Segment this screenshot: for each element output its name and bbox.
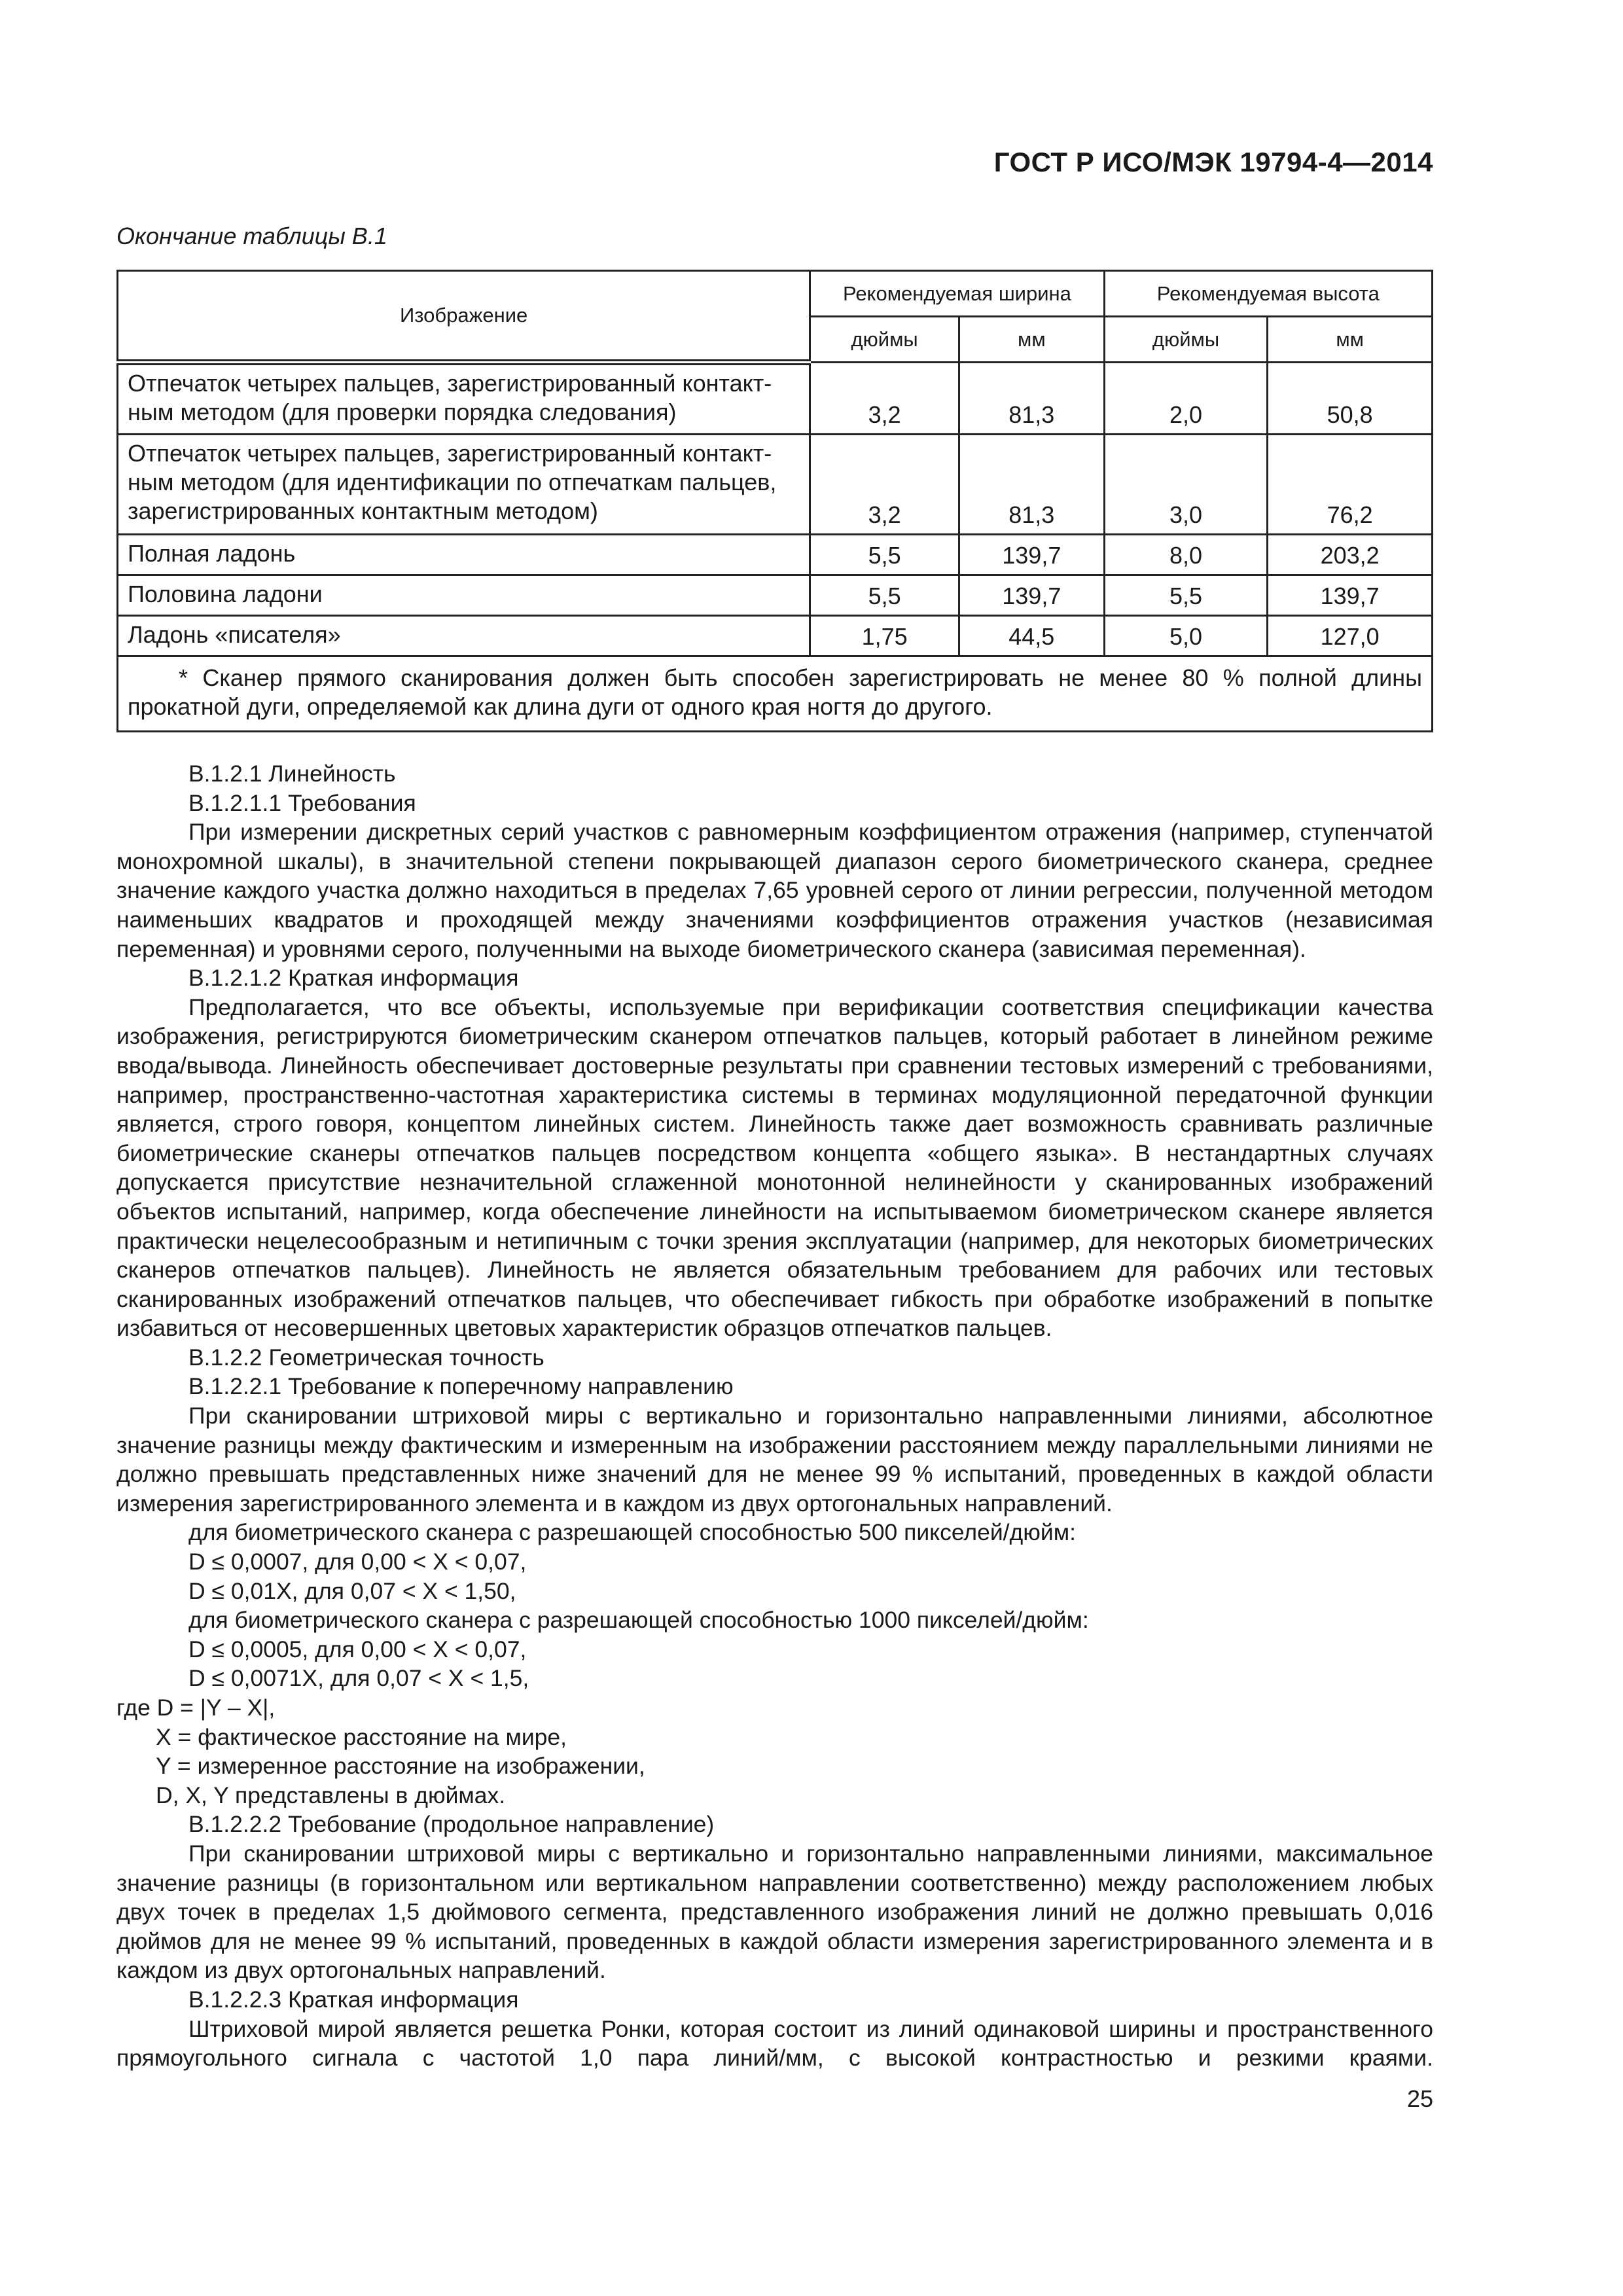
section-heading: В.1.2.1.1 Требования <box>188 789 416 816</box>
cell-width-mm: 139,7 <box>959 535 1104 575</box>
table-row <box>118 535 1433 575</box>
table-footnote <box>118 656 1433 732</box>
cell-height-mm: 127,0 <box>1268 616 1433 656</box>
table-footnote-row <box>118 656 1433 732</box>
formula-definition: Y = измеренное расстояние на изображении, <box>156 1753 645 1780</box>
cell-width-inches: 5,5 <box>810 575 959 616</box>
cell-height-inches: 3,0 <box>1104 435 1268 535</box>
formula-definition: X = фактическое расстояние на мире, <box>156 1723 567 1750</box>
footnote-text: * Сканер прямого сканирования должен быть способен зарегистрировать не менее 80 % полной длины прокатной дуги, определяемой как длина дуги от одного края ногтя до другого. <box>128 664 1422 720</box>
table-row <box>118 363 1433 435</box>
cell-height-inches: 5,0 <box>1104 616 1268 656</box>
formula-definition: D, X, Y представлены в дюймах. <box>156 1782 506 1808</box>
section-heading: В.1.2.1.2 Краткая информация <box>188 965 519 992</box>
paragraph: Предполагается, что все объекты, используемые при верификации соответствия спецификации качества изображения, регистрируются биометрическим сканером отпечатков пальцев, который работает в линейном режиме ввода/вывода. Линейность обеспечивает достоверные результаты при сравнении тестовых измерений с требованиями, например, пространственно-частотная характеристика системы в терминах модуляционной передаточной функции является, строго говоря, концептом линейных систем. Линейность также дает возможность сравнивать различные биометрические сканеры отпечатков пальцев посредством концепта «общего языка». В нестандартных случаях допускается присутствие незначительной сглаженной монотонной нелинейности у сканированных изображений объектов испытаний, например, когда обеспечение линейности на испытываемом биометрическом сканере является практически нецелесообразным и нетипичным с точки зрения эксплуатации (например, для некоторых биометрических сканеров отпечатков пальцев). Линейность не является обязательным требованием для рабочих или тестовых сканированных изображений отпечатков пальцев, что обеспечивает гибкость при обработке изображений в попытке избавиться от несовершенных цветовых характеристик образцов отпечатков пальцев. <box>116 994 1433 1342</box>
formula-intro: для биометрического сканера с разрешающей способностью 500 пикселей/дюйм: <box>188 1519 1076 1546</box>
cell-height-inches: 8,0 <box>1104 535 1268 575</box>
cell-height-inches: 5,5 <box>1104 575 1268 616</box>
row-name: Отпечаток четырех пальцев, зарегистрированный контакт- ным методом (для проверки порядка следования) <box>118 363 810 435</box>
cell-height-mm: 76,2 <box>1268 435 1433 535</box>
section-heading: В.1.2.2.1 Требование к поперечному направлению <box>188 1373 734 1400</box>
header-image: Изображение <box>118 271 810 363</box>
section-heading: В.1.2.2 Геометрическая точность <box>188 1344 544 1371</box>
page-number: 25 <box>1406 2085 1433 2112</box>
document-header: ГОСТ Р ИСО/МЭК 19794-4—2014 <box>993 147 1433 177</box>
unit-height-inches: дюймы <box>1104 317 1268 363</box>
formula: D ≤ 0,0005, для 0,00 < X < 0,07, <box>188 1636 527 1662</box>
cell-width-mm: 44,5 <box>959 616 1104 656</box>
cell-height-mm: 203,2 <box>1268 535 1433 575</box>
recommended-size-table <box>116 270 1433 732</box>
section-heading: В.1.2.2.3 Краткая информация <box>188 1986 519 2013</box>
cell-height-mm: 139,7 <box>1268 575 1433 616</box>
cell-width-inches: 5,5 <box>810 535 959 575</box>
cell-width-inches: 3,2 <box>810 363 959 435</box>
cell-height-mm: 50,8 <box>1268 363 1433 435</box>
paragraph: При измерении дискретных серий участков с равномерным коэффициентом отражения (например, ступенчатой монохромной шкалы), в значительной степени покрывающей диапазон серого биометрического сканера, среднее значение каждого участка должно находиться в пределах 7,65 уровней серого от линии регрессии, полученной методом наименьших квадратов и проходящей между значениями коэффициентов отражения участков (независимая переменная) и уровнями серого, полученными на выходе биометрического сканера (зависимая переменная). <box>116 819 1433 962</box>
body-text <box>116 759 1433 2073</box>
table-header-row <box>118 271 1433 317</box>
row-name: Ладонь «писателя» <box>118 616 810 656</box>
header-recommended-width: Рекомендуемая ширина <box>810 271 1104 317</box>
cell-height-inches: 2,0 <box>1104 363 1268 435</box>
formula-intro: для биометрического сканера с разрешающей способностью 1000 пикселей/дюйм: <box>188 1607 1089 1634</box>
paragraph: При сканировании штриховой миры с вертикально и горизонтально направленными линиями, абсолютное значение разницы между фактическим и измеренным на изображении расстоянием между параллельными линиями не должно превышать представленных ниже значений для не менее 99 % испытаний, проведенных в каждой области измерения зарегистрированного элемента и в каждом из двух ортогональных направлений. <box>116 1403 1433 1516</box>
table-row <box>118 435 1433 535</box>
header-recommended-height: Рекомендуемая высота <box>1104 271 1432 317</box>
row-name: Половина ладони <box>118 575 810 616</box>
cell-width-mm: 81,3 <box>959 435 1104 535</box>
unit-width-inches: дюймы <box>810 317 959 363</box>
table-row <box>118 616 1433 656</box>
cell-width-inches: 3,2 <box>810 435 959 535</box>
row-name: Полная ладонь <box>118 535 810 575</box>
section-heading: В.1.2.1 Линейность <box>188 761 396 787</box>
unit-width-mm: мм <box>959 317 1104 363</box>
unit-height-mm: мм <box>1268 317 1433 363</box>
cell-width-mm: 139,7 <box>959 575 1104 616</box>
formula-where: где D = |Y – X|, <box>116 1695 276 1721</box>
cell-width-inches: 1,75 <box>810 616 959 656</box>
formula: D ≤ 0,01X, для 0,07 < X < 1,50, <box>188 1577 516 1604</box>
table-row <box>118 575 1433 616</box>
section-heading: В.1.2.2.2 Требование (продольное направление) <box>188 1811 715 1838</box>
table-caption: Окончание таблицы В.1 <box>116 223 387 249</box>
formula: D ≤ 0,0071X, для 0,07 < X < 1,5, <box>188 1665 529 1692</box>
cell-width-mm: 81,3 <box>959 363 1104 435</box>
formula: D ≤ 0,0007, для 0,00 < X < 0,07, <box>188 1549 527 1575</box>
paragraph: Штриховой мирой является решетка Ронки, которая состоит из линий одинаковой ширины и пространственного прямоугольного сигнала с частотой 1,0 пара линий/мм, с высокой контрастностью и резкими краями. <box>116 2015 1433 2072</box>
row-name: Отпечаток четырех пальцев, зарегистрированный контакт- ным методом (для идентификации по отпечаткам пальцев, зарегистрированных контактным методом) <box>118 435 810 535</box>
paragraph: При сканировании штриховой миры с вертикально и горизонтально направленными линиями, максимальное значение разницы (в горизонтальном или вертикальном направлении соответственно) между расположением любых двух точек в пределах 1,5 дюймового сегмента, представленного изображения линий не должно превышать 0,016 дюймов для не менее 99 % испытаний, проведенных в каждой области измерения зарегистрированного элемента и в каждом из двух ортогональных направлений. <box>116 1840 1433 1984</box>
